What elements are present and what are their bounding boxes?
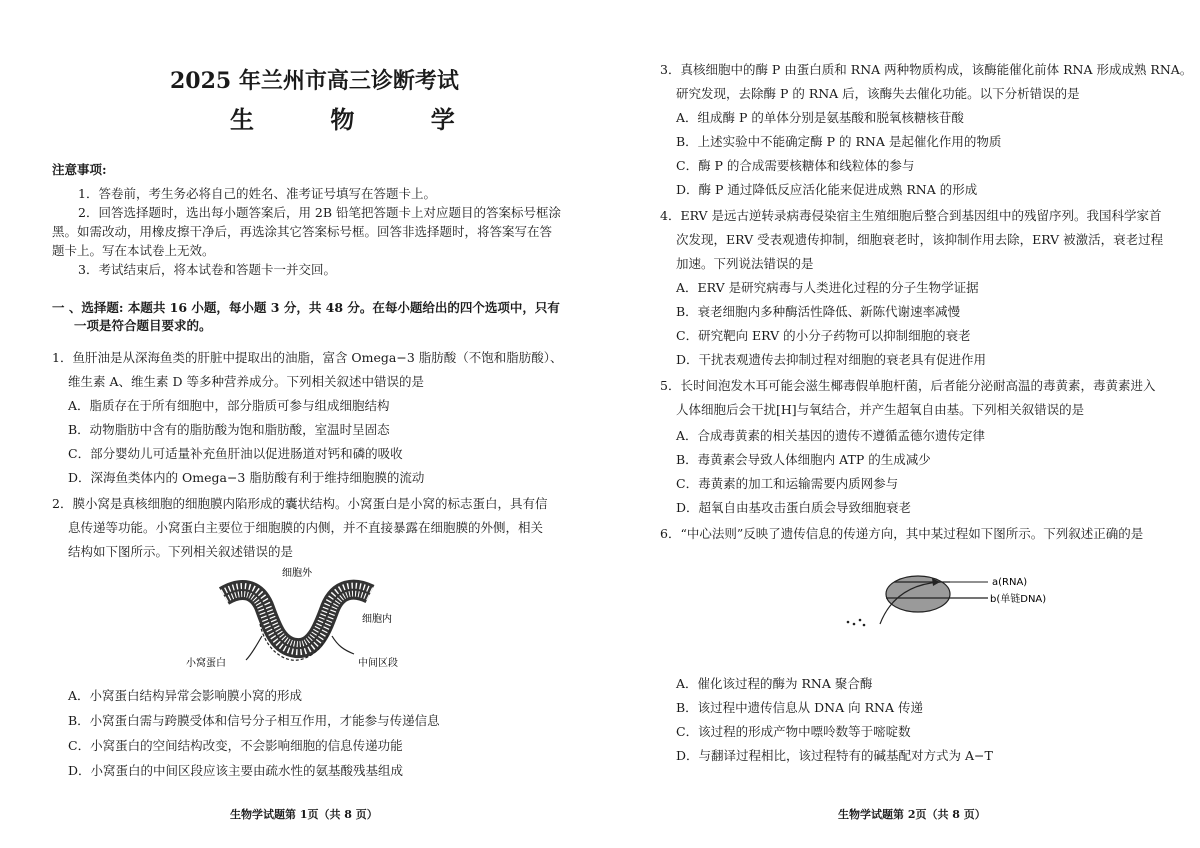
q2-stem: 结构如下图所示。下列相关叙述错误的是 xyxy=(68,544,294,559)
q3-option: A．组成酶 P 的单体分别是氨基酸和脱氧核糖核苷酸 xyxy=(676,110,964,125)
label-protein: 小窝蛋白 xyxy=(186,658,226,669)
q1-stem: 1．鱼肝油是从深海鱼类的肝脏中提取出的油脂，富含 Omega−3 脂肪酸（不饱和脂肪酸）、 xyxy=(52,350,563,365)
note-line: 2．回答选择题时，选出每小题答案后，用 2B 铅笔把答题卡上对应题目的答案标号框涂 xyxy=(78,205,562,220)
q6-option: A．催化该过程的酶为 RNA 聚合酶 xyxy=(676,676,873,691)
q5-option: B．毒黄素会导致人体细胞内 ATP 的生成减少 xyxy=(676,452,931,467)
label-inside: 细胞内 xyxy=(362,614,392,625)
q4-option: D．干扰表观遗传去抑制过程对细胞的衰老具有促进作用 xyxy=(676,352,987,367)
q6-option: B．该过程中遗传信息从 DNA 向 RNA 传递 xyxy=(676,700,923,715)
q2-stem: 息传递等功能。小窝蛋白主要位于细胞膜的内侧，并不直接暴露在细胞膜的外侧，相关 xyxy=(68,520,544,535)
q5-option: C．毒黄素的加工和运输需要内质网参与 xyxy=(676,476,899,491)
page-footer: 生物学试题第 1页（共 8 页） xyxy=(230,808,378,821)
q2-stem: 2．膜小窝是真核细胞的细胞膜内陷形成的囊状结构。小窝蛋白是小窝的标志蛋白，具有信 xyxy=(52,496,548,511)
section-heading: 一项是符合题目要求的。 xyxy=(74,318,212,333)
q3-stem: 3．真核细胞中的酶 P 由蛋白质和 RNA 两种物质构成，该酶能催化前体 RNA 形成成熟 RNA。 xyxy=(660,62,1193,77)
note-line: 1．答卷前，考生务必将自己的姓名、准考证号填写在答题卡上。 xyxy=(78,186,436,201)
label-b-dna: b(单链DNA) xyxy=(990,594,1047,605)
q1-option: A．脂质存在于所有细胞中，部分脂质可参与组成细胞结构 xyxy=(68,398,390,413)
page-footer: 生物学试题第 2页（共 8 页） xyxy=(838,808,986,821)
section-heading: 一 、选择题: 本题共 16 小题，每小题 3 分，共 48 分。在每小题给出的四个选项中，只有 xyxy=(52,300,560,315)
q5-stem: 5．长时间泡发木耳可能会滋生椰毒假单胞杆菌，后者能分泌耐高温的毒黄素，毒黄素进入 xyxy=(660,378,1156,393)
q1-stem: 维生素 A、维生素 D 等多种营养成分。下列相关叙述中错误的是 xyxy=(68,374,424,389)
q4-stem: 4．ERV 是远古逆转录病毒侵染宿主生殖细胞后整合到基因组中的残留序列。我国科学家首 xyxy=(660,208,1162,223)
caveolae-diagram xyxy=(186,566,446,676)
q3-option: C．酶 P 的合成需要核糖体和线粒体的参与 xyxy=(676,158,915,173)
transcription-diagram xyxy=(840,568,1140,638)
label-outside: 细胞外 xyxy=(282,568,312,579)
q5-stem: 人体细胞后会干扰[H]与氧结合，并产生超氧自由基。下列相关叙错误的是 xyxy=(676,402,1085,417)
q6-option: D．与翻译过程相比，该过程特有的碱基配对方式为 A−T xyxy=(676,748,993,763)
note-line: 题卡上。写在本试卷上无效。 xyxy=(52,243,215,258)
q6-stem: 6．“中心法则”反映了遗传信息的传递方向，其中某过程如下图所示。下列叙述正确的是 xyxy=(660,526,1144,541)
q3-stem: 研究发现，去除酶 P 的 RNA 后，该酶失去催化功能。以下分析错误的是 xyxy=(676,86,1080,101)
q2-option: B．小窝蛋白需与跨膜受体和信号分子相互作用，才能参与传递信息 xyxy=(68,713,440,728)
q3-option: D．酶 P 通过降低反应活化能来促进成熟 RNA 的形成 xyxy=(676,182,978,197)
q4-option: C．研究靶向 ERV 的小分子药物可以抑制细胞的衰老 xyxy=(676,328,971,343)
q4-stem: 加速。下列说法错误的是 xyxy=(676,256,814,271)
q2-option: C．小窝蛋白的空间结构改变，不会影响细胞的信息传递功能 xyxy=(68,738,403,753)
q5-option: D．超氧自由基攻击蛋白质会导致细胞衰老 xyxy=(676,500,912,515)
q1-option: B．动物脂肪中含有的脂肪酸为饱和脂肪酸，室温时呈固态 xyxy=(68,422,390,437)
q6-option: C．该过程的形成产物中嘌呤数等于嘧啶数 xyxy=(676,724,911,739)
q2-option: D．小窝蛋白的中间区段应该主要由疏水性的氨基酸残基组成 xyxy=(68,763,404,778)
label-a-rna: a(RNA) xyxy=(992,577,1028,588)
q4-option: B．衰老细胞内多种酶活性降低、新陈代谢速率减慢 xyxy=(676,304,961,319)
label-middle: 中间区段 xyxy=(358,658,398,669)
q4-option: A．ERV 是研究病毒与人类进化过程的分子生物学证据 xyxy=(676,280,979,295)
q2-option: A．小窝蛋白结构异常会影响膜小窝的形成 xyxy=(68,688,303,703)
q5-option: A．合成毒黄素的相关基因的遗传不遵循孟德尔遗传定律 xyxy=(676,428,986,443)
q1-option: D．深海鱼类体内的 Omega−3 脂肪酸有利于维持细胞膜的流动 xyxy=(68,470,425,485)
notes-heading: 注意事项: xyxy=(52,162,107,177)
exam-title: 2025 年兰州市高三诊断考试 xyxy=(170,68,459,94)
note-line: 3．考试结束后，将本试卷和答题卡一并交回。 xyxy=(78,262,336,277)
q1-option: C．部分婴幼儿可适量补充鱼肝油以促进肠道对钙和磷的吸收 xyxy=(68,446,403,461)
q4-stem: 次发现，ERV 受表观遗传抑制，细胞衰老时，该抑制作用去除，ERV 被激活，衰老过程 xyxy=(676,232,1164,247)
subject-title: 生 物 学 xyxy=(230,105,489,134)
q3-option: B．上述实验中不能确定酶 P 的 RNA 是起催化作用的物质 xyxy=(676,134,1002,149)
note-line: 黑。如需改动，用橡皮擦干净后，再选涂其它答案标号框。回答非选择题时，将答案写在答 xyxy=(52,224,553,239)
